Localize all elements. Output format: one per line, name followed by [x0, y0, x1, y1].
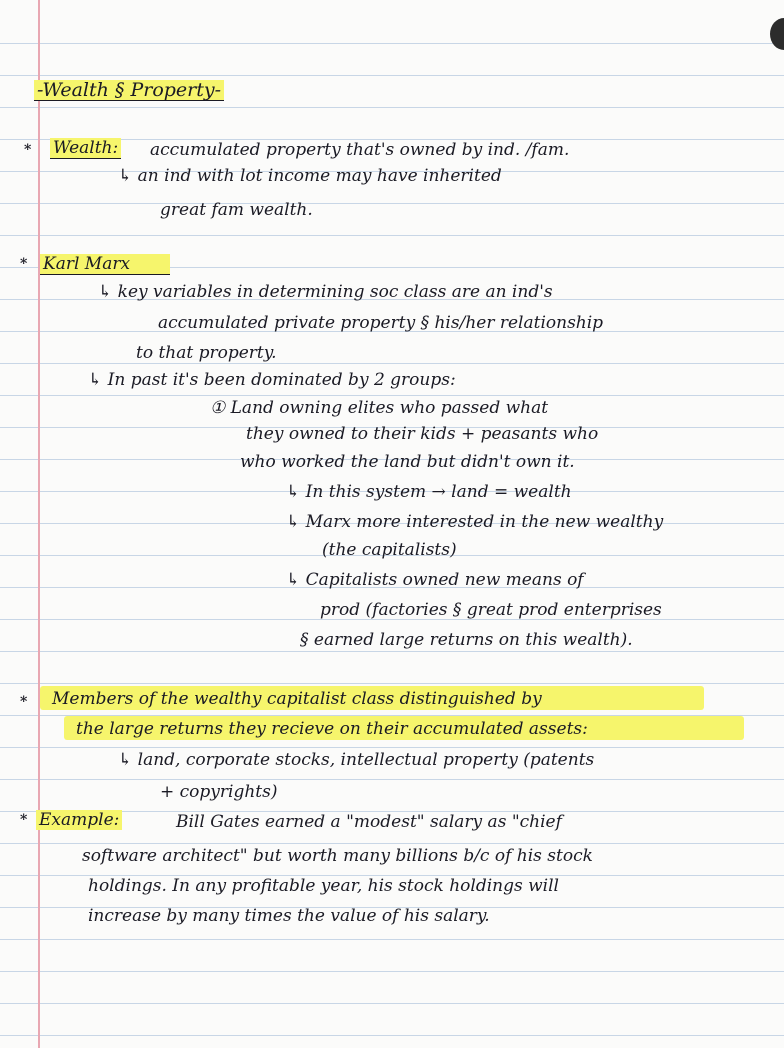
- bullet-karl-marx: *: [20, 256, 28, 272]
- margin-line: [38, 0, 40, 1048]
- example-line-3: holdings. In any profitable year, his stock holdings will: [88, 876, 559, 896]
- marx-line-5: ① Land owning elites who passed what: [210, 398, 549, 418]
- example-line-4: increase by many times the value of his salary.: [88, 906, 490, 926]
- marx-line-4: ↳ In past it's been dominated by 2 groups:: [88, 370, 456, 390]
- binder-hole: [770, 18, 784, 50]
- wealth-line-2: ↳ an ind with lot income may have inherited: [118, 166, 502, 186]
- marx-line-11: ↳ Capitalists owned new means of: [286, 570, 584, 590]
- example-line-1: Bill Gates earned a "modest" salary as "chief: [176, 812, 562, 832]
- members-line-2: the large returns they recieve on their accumulated assets:: [76, 719, 588, 739]
- members-line-4: + copyrights): [160, 782, 278, 802]
- marx-line-1: ↳ key variables in determining soc class are an ind's: [98, 282, 553, 302]
- members-line-3: ↳ land, corporate stocks, intellectual property (patents: [118, 750, 595, 770]
- marx-line-3: to that property.: [136, 343, 277, 363]
- wealth-line-3: great fam wealth.: [160, 200, 313, 220]
- wealth-line-1: accumulated property that's owned by ind. /fam.: [150, 140, 570, 160]
- members-line-1: Members of the wealthy capitalist class distinguished by: [52, 689, 542, 709]
- page-title: -Wealth § Property-: [34, 80, 224, 101]
- wealth-label: Wealth:: [50, 138, 121, 159]
- bullet-example: *: [20, 812, 28, 828]
- marx-line-8: ↳ In this system → land = wealth: [286, 482, 572, 502]
- marx-line-7: who worked the land but didn't own it.: [240, 452, 575, 472]
- marx-line-12: prod (factories § great prod enterprises: [320, 600, 662, 620]
- example-line-2: software architect" but worth many billions b/c of his stock: [82, 846, 593, 866]
- example-label: Example:: [36, 810, 122, 830]
- marx-line-10: (the capitalists): [322, 540, 457, 560]
- karl-marx-label: Karl Marx: [40, 254, 170, 275]
- marx-line-2: accumulated private property § his/her relationship: [158, 313, 604, 333]
- marx-line-9: ↳ Marx more interested in the new wealthy: [286, 512, 664, 532]
- bullet-members: *: [20, 694, 28, 710]
- bullet-wealth: *: [24, 142, 32, 158]
- marx-line-13: § earned large returns on this wealth).: [300, 630, 633, 650]
- marx-line-6: they owned to their kids + peasants who: [246, 424, 599, 444]
